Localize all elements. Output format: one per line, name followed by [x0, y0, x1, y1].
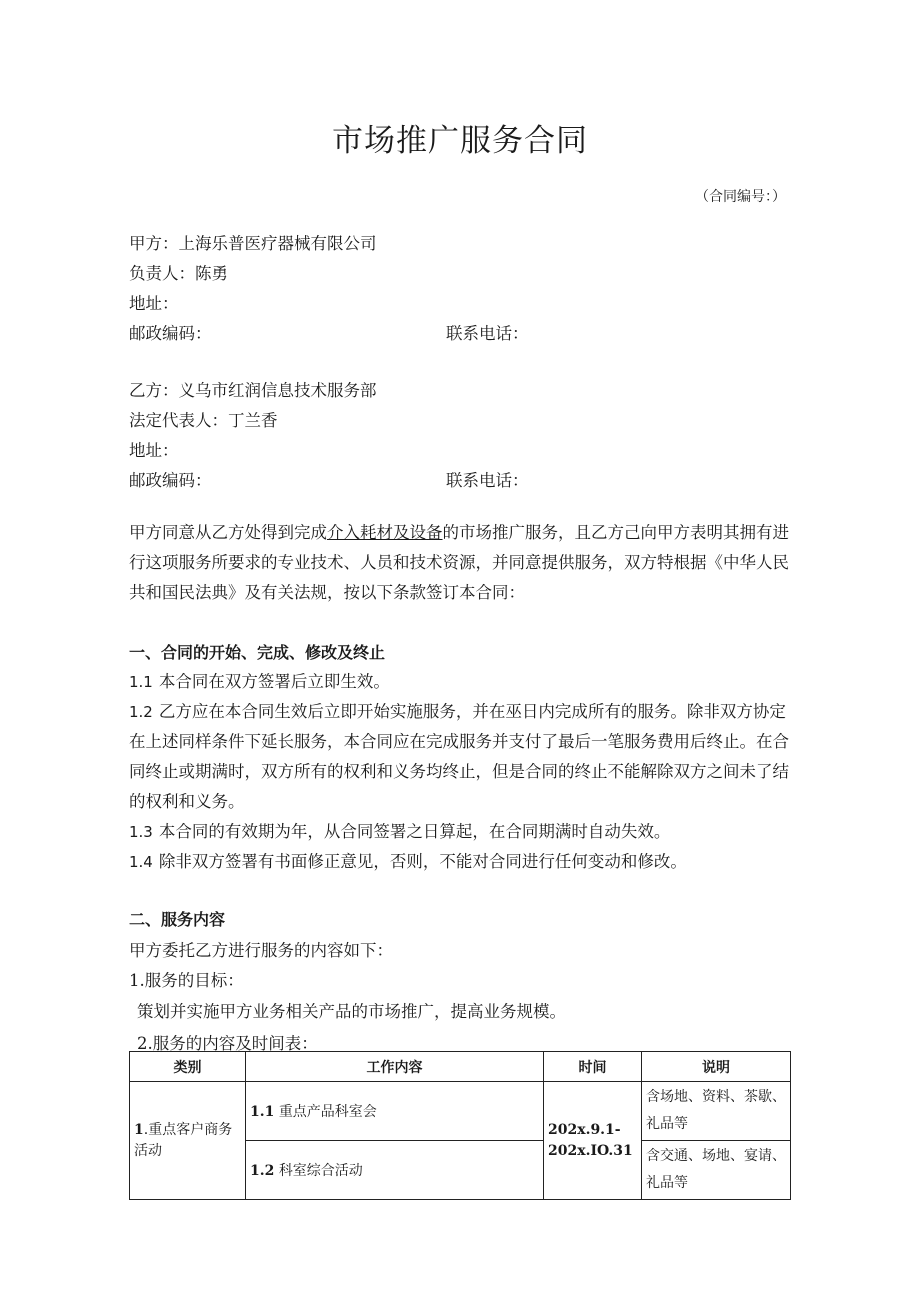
service-goal-text: 策划并实施甲方业务相关产品的市场推广，提高业务规模。	[137, 1002, 566, 1021]
clause-text: 乙方应在本合同生效后立即开始实施服务，并在巫日内完成所有的服务。除非双方协定在上述同样条件下延长服务，本合同应在完成服务并支付了最后一笔服务费用后终止。在合同终止或期满时，双方所有的权利和义务均终止，但是合同的终止不能解除双方之间未了结的权利和义务。	[129, 702, 789, 811]
header-category: 类别	[130, 1052, 246, 1082]
clause-1-3	[129, 817, 791, 847]
document-title: 市场推广服务合同	[332, 123, 588, 159]
work-text: 科室综合活动	[278, 1163, 363, 1179]
time-cell: 202x.9.1-202x.IO.31	[544, 1082, 642, 1200]
party-b-postcode: 邮政编码：	[129, 471, 212, 490]
table-header-row	[130, 1052, 791, 1082]
intro-underlined-product: 介入耗材及设备	[327, 523, 443, 542]
section1-heading: 一、合同的开始、完成、修改及终止	[129, 643, 386, 662]
clause-text: 本合同的有效期为年，从合同签署之日算起，在合同期满时自动失效。	[158, 822, 671, 841]
category-number: 1	[134, 1121, 144, 1138]
clause-1-4	[129, 847, 791, 877]
clause-number: 1.2	[129, 703, 153, 721]
section2-intro: 甲方委托乙方进行服务的内容如下：	[129, 941, 393, 960]
work-cell	[246, 1082, 544, 1141]
party-b-person: 法定代表人：丁兰香	[129, 411, 278, 430]
clause-number: 1.4	[129, 853, 153, 871]
work-cell	[246, 1141, 544, 1200]
clause-text: 本合同在双方签署后立即生效。	[158, 672, 390, 691]
party-a-name: 甲方：上海乐普医疗器械有限公司	[129, 234, 377, 253]
header-time: 时间	[544, 1052, 642, 1082]
clause-1-1	[129, 667, 791, 697]
category-cell	[130, 1082, 246, 1200]
intro-paragraph	[129, 518, 791, 608]
intro-text-before: 甲方同意从乙方处得到完成	[129, 523, 327, 542]
clause-number: 1.3	[129, 823, 153, 841]
category-text: .重点客户商务活动	[134, 1121, 233, 1159]
work-number: 1.1	[250, 1104, 275, 1120]
work-number: 1.2	[250, 1163, 275, 1179]
party-a-person: 负责人：陈勇	[129, 264, 228, 283]
contract-number: （合同编号：）	[695, 189, 786, 205]
party-a-postcode: 邮政编码：	[129, 324, 212, 343]
service-goal-label: 1.服务的目标：	[129, 971, 244, 990]
service-table-label: 2.服务的内容及时间表：	[137, 1034, 318, 1053]
header-note: 说明	[642, 1052, 791, 1082]
service-schedule-table	[129, 1051, 791, 1200]
party-b-address: 地址：	[129, 441, 179, 460]
party-b-phone: 联系电话：	[446, 471, 529, 490]
party-a-address: 地址：	[129, 294, 179, 313]
work-text: 重点产品科室会	[278, 1104, 377, 1120]
section2-heading: 二、服务内容	[129, 910, 226, 929]
clause-text: 除非双方签署有书面修正意见，否则，不能对合同进行任何变动和修改。	[158, 852, 687, 871]
note-cell: 含场地、资料、茶歇、礼品等	[642, 1082, 791, 1141]
clause-number: 1.1	[129, 673, 153, 691]
header-work: 工作内容	[246, 1052, 544, 1082]
party-b-name: 乙方：义乌市红润信息技术服务部	[129, 381, 377, 400]
table-row	[130, 1082, 791, 1141]
party-a-phone: 联系电话：	[446, 324, 529, 343]
note-cell: 含交通、场地、宴请、礼品等	[642, 1141, 791, 1200]
clause-1-2	[129, 697, 791, 817]
intro-text-after: 的市场推广服务，且乙方己向甲方表明其拥有进行这项服务所要求的专业技术、人员和技术资源，并同意提供服务，双方特根据《中华人民共和国民法典》及有关法规，按以下条款签订本合同：	[129, 523, 789, 602]
